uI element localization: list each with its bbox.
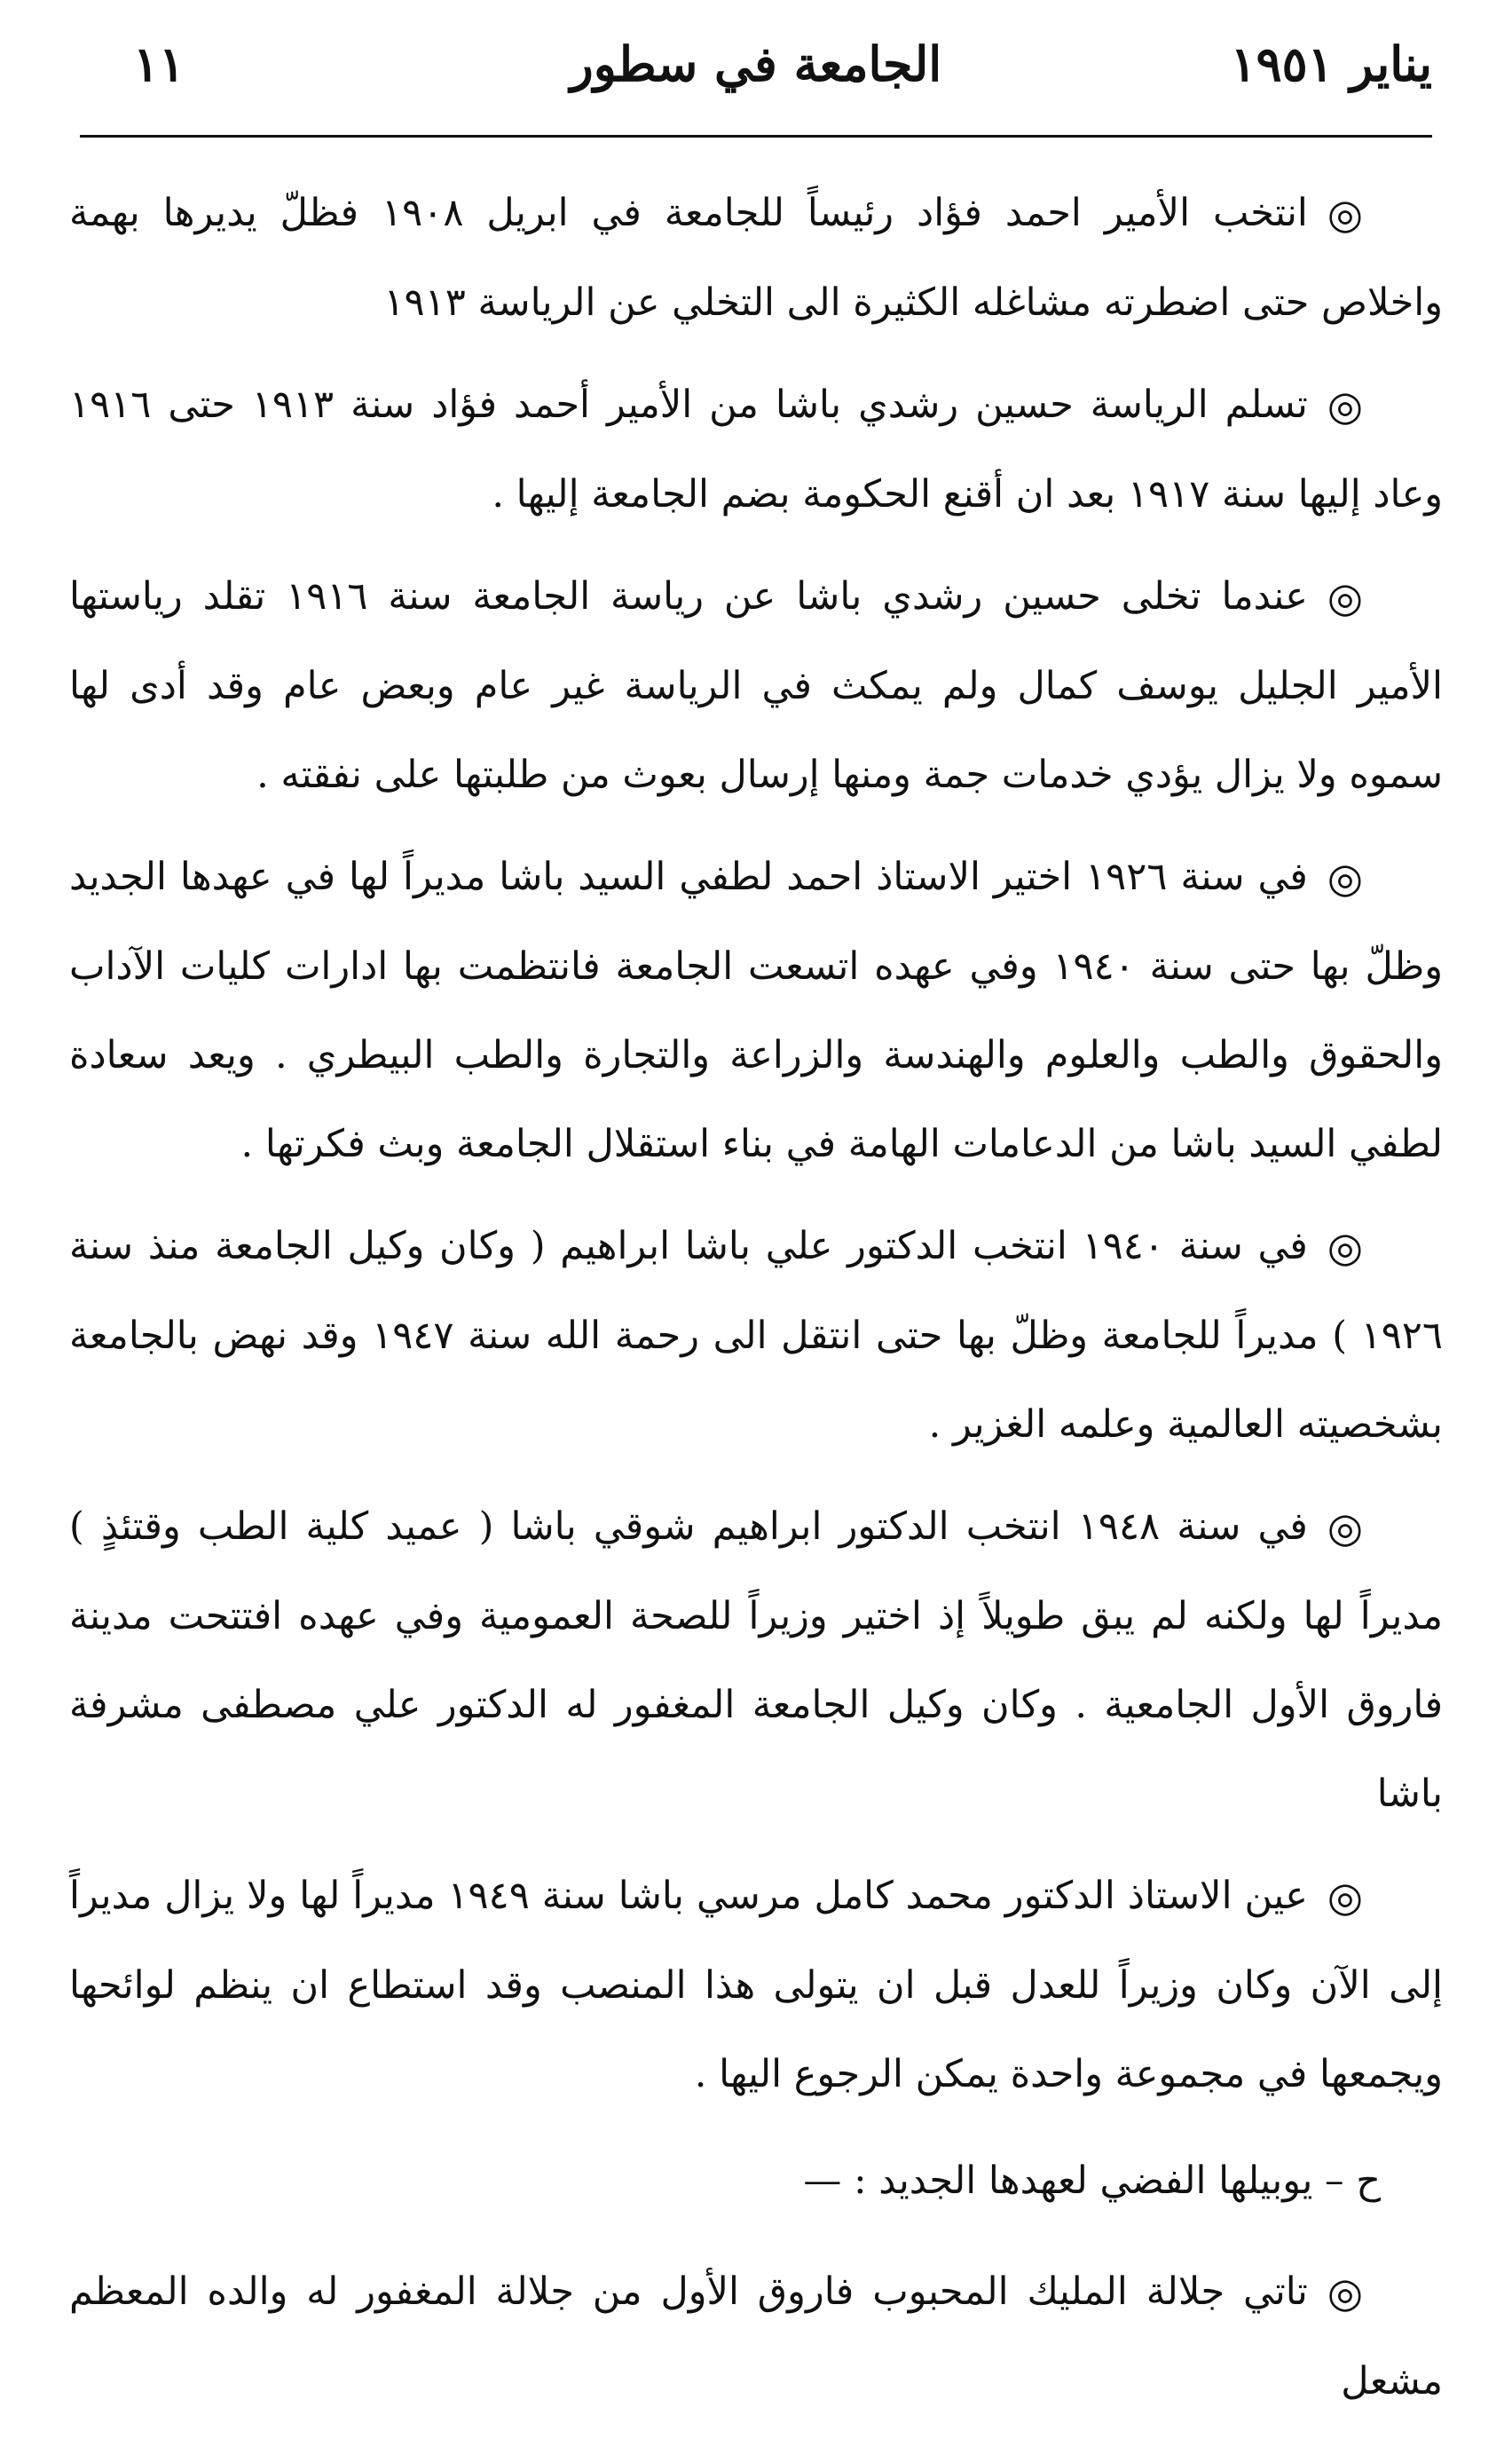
bullet-icon: ◎ xyxy=(1327,382,1364,430)
paragraph-text: انتخب الأمير احمد فؤاد رئيساً للجامعة في ابريل ١٩٠٨ فظلّ يديرها بهمة واخلاص حتى اضطرته مشاغله الكثيرة الى التخلي عن الرياسة ١٩١٣ xyxy=(69,191,1443,325)
paragraph xyxy=(69,1482,1443,1838)
paragraph-text: في سنة ١٩٢٦ اختير الاستاذ احمد لطفي السيد باشا مديراً لها في عهدها الجديد وظلّ بها حتى سنة ١٩٤٠ وفي عهده اتسعت الجامعة فانتظمت بها ادارات كليات الآداب والحقوق والطب والعلوم والهندسة والزراعة والتجارة والطب البيطري . ويعد سعادة لطفي السيد باشا من الدعامات الهامة في بناء استقلال الجامعة وبث فكرتها . xyxy=(69,855,1444,1166)
paragraph xyxy=(69,360,1443,539)
paragraph xyxy=(69,833,1443,1188)
bullet-icon: ◎ xyxy=(1327,1504,1364,1551)
header-rule xyxy=(80,135,1432,138)
header-title: الجامعة في سطور xyxy=(570,36,942,92)
paragraph-text: عندما تخلى حسين رشدي باشا عن رياسة الجامعة سنة ١٩١٦ تقلد رياستها الأمير الجليل يوسف كمال ولم يمكث في الرياسة غير عام وبعض عام وقد أدى لها سموه ولا يزال يؤدي خدمات جمة ومنها إرسال بعوث من طلبتها على نفقته . xyxy=(69,574,1443,797)
bullet-icon: ◎ xyxy=(1327,573,1363,621)
paragraph xyxy=(69,2247,1443,2426)
paragraph xyxy=(69,1202,1443,1469)
page-number: ١١ xyxy=(133,36,185,92)
paragraph xyxy=(69,552,1443,819)
page-body xyxy=(69,169,1443,2439)
paragraph-text: في سنة ١٩٤٠ انتخب الدكتور علي باشا ابراهيم ( وكان وكيل الجامعة منذ سنة ١٩٢٦ ) مديراً للجامعة وظلّ بها حتى انتقل الى رحمة الله سنة ١٩٤٧ وقد نهض بالجامعة بشخصيته العالمية وعلمه الغزير . xyxy=(69,1224,1443,1447)
bullet-icon: ◎ xyxy=(1327,2269,1363,2317)
paragraph-text: عين الاستاذ الدكتور محمد كامل مرسي باشا سنة ١٩٤٩ مديراً لها ولا يزال مديراً إلى الآن وكان وزيراً للعدل قبل ان يتولى هذا المنصب وقد استطاع ان ينظم لوائحها ويجمعها في مجموعة واحدة يمكن الرجوع اليها . xyxy=(69,1874,1443,2096)
paragraph-text: تاتي جلالة المليك المحبوب فاروق الأول من جلالة المغفور له والده المعظم مشعل xyxy=(69,2269,1443,2403)
bullet-icon: ◎ xyxy=(1327,854,1364,902)
header-date: يناير ١٩٥١ xyxy=(1230,36,1432,92)
bullet-icon: ◎ xyxy=(1327,1873,1363,1921)
page-header xyxy=(80,36,1432,107)
paragraph xyxy=(69,1851,1443,2119)
bullet-icon: ◎ xyxy=(1327,1223,1364,1271)
section-heading: ح – يوبيلها الفضي لعهدها الجديد : — xyxy=(803,2159,1381,2203)
paragraph xyxy=(69,169,1443,347)
paragraph-text: في سنة ١٩٤٨ انتخب الدكتور ابراهيم شوقي باشا ( عميد كلية الطب وقتئذٍ ) مديراً لها ولكنه لم يبق طويلاً إذ اختير وزيراً للصحة العمومية وفي عهده افتتحت مدينة فاروق الأول الجامعية . وكان وكيل الجامعة المغفور له الدكتور علي مصطفى مشرفة باشا xyxy=(69,1504,1443,1816)
paragraph-text: تسلم الرياسة حسين رشدي باشا من الأمير أحمد فؤاد سنة ١٩١٣ حتى ١٩١٦ وعاد إليها سنة ١٩١٧ بعد ان أقنع الحكومة بضم الجامعة إليها . xyxy=(69,383,1443,517)
bullet-icon: ◎ xyxy=(1327,190,1364,238)
